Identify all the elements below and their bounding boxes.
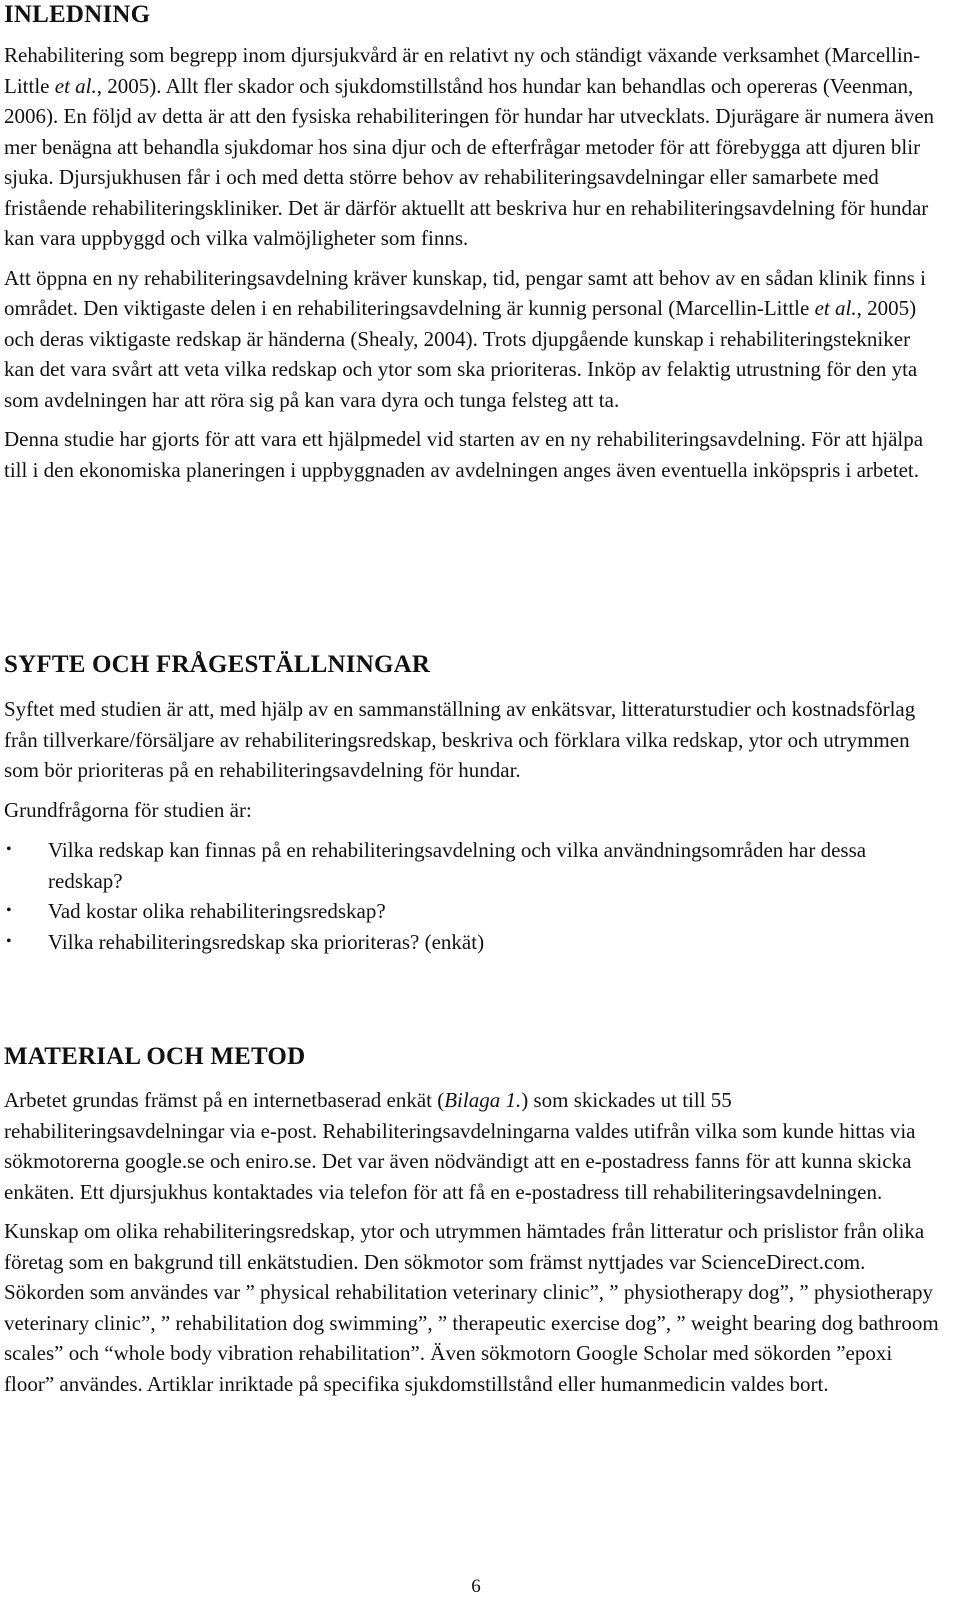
list-item: • Vad kostar olika rehabiliteringsredskap? <box>4 896 944 927</box>
bullet-icon: • <box>6 932 12 950</box>
syfte-paragraph-2: Grundfrågorna för studien är: <box>4 797 252 822</box>
section-heading-inledning: INLEDNING <box>4 1 151 28</box>
question-list <box>4 835 944 957</box>
intro-paragraph-1: Rehabilitering som begrepp inom djursjukvård är en relativt ny och ständigt växande verksamhet (Marcellin-Little et al., 2005). Allt fler skador och sjukdomstillstånd hos hundar kan behandlas och opereras (Veenman, 2006). En följd av detta är att den fysiska rehabiliteringen för hundar har utvecklats. Djurägare är numera även mer benägna att behandla sjukdomar hos sina djur och de efterfrågar metoder för att förebygga att djuren blir sjuka. Djursjukhusen får i och med detta större behov av rehabiliteringsavdelningar eller samarbete med fristående rehabiliteringskliniker. Det är därför aktuellt att beskriva hur en rehabiliteringsavdelning för hundar kan vara uppbyggd och vilka valmöjligheter som finns. <box>4 43 935 250</box>
bullet-icon: • <box>6 902 12 919</box>
list-item: • Vilka rehabiliteringsredskap ska prioriteras? (enkät) <box>4 927 944 958</box>
section-heading-metod: MATERIAL OCH METOD <box>4 1043 306 1070</box>
section-metod <box>4 1042 944 1399</box>
metod-paragraph-2: Kunskap om olika rehabiliteringsredskap, ytor och utrymmen hämtades från litteratur och prislistor från olika företag som en bakgrund till enkätstudien. Den sökmotor som främst nyttjades var ScienceDirect.com. Sökorden som användes var ” physical rehabilitation veterinary clinic”, ” physiotherapy dog”, ” physiotherapy veterinary clinic”, ” rehabilitation dog swimming”, ” therapeutic exercise dog”, ” weight bearing dog bathroom scales” och “whole body vibration rehabilitation”. Även sökmotorn Google Scholar med sökorden ”epoxi floor” användes. Artiklar inriktade på specifika sjukdomstillstånd eller humanmedicin valdes bort. <box>4 1219 939 1396</box>
section-intro <box>4 0 944 485</box>
page-number: 6 <box>471 1576 481 1597</box>
intro-paragraph-3: Denna studie har gjorts för att vara ett hjälpmedel vid starten av en ny rehabiliteringsavdelning. För att hjälpa till i den ekonomiska planeringen i uppbyggnaden av avdelningen anges även eventuella inköpspris i arbetet. <box>4 427 924 482</box>
metod-paragraph-1: Arbetet grundas främst på en internetbaserad enkät (Bilaga 1.) som skickades ut till 55 rehabiliteringsavdelningar via e-post. Rehabiliteringsavdelningarna valdes utifrån vilka som kunde hittas via sökmotorerna google.se och eniro.se. Det var även nödvändigt att en e-postadress fanns för att kunna skicka enkäten. Ett djursjukhus kontaktades via telefon för att få en e-postadress till rehabiliteringsavdelningen. <box>4 1088 916 1204</box>
list-item: • Vilka redskap kan finnas på en rehabiliteringsavdelning och vilka användningsområden har dessa redskap? <box>4 835 944 896</box>
section-heading-syfte: SYFTE OCH FRÅGESTÄLLNINGAR <box>4 651 431 678</box>
intro-paragraph-2: Att öppna en ny rehabiliteringsavdelning kräver kunskap, tid, pengar samt att behov av en sådan klinik finns i området. Den viktigaste delen i en rehabiliteringsavdelning är kunnig personal (Marcellin-Little et al., 2005) och deras viktigaste redskap är händerna (Shealy, 2004). Trots djupgående kunskap i rehabiliteringstekniker kan det vara svårt att veta vilka redskap och ytor som ska prioriteras. Inköp av felaktig utrustning för den yta som avdelningen har att röra sig på kan vara dyra och tunga felsteg att ta. <box>4 265 927 412</box>
section-syfte <box>4 650 944 957</box>
syfte-paragraph-1: Syftet med studien är att, med hjälp av en sammanställning av enkätsvar, litteraturstudier och kostnadsförlag från tillverkare/försäljare av rehabiliteringsredskap, beskriva och förklara vilka redskap, ytor och utrymmen som bör prioriteras på en rehabiliteringsavdelning för hundar. <box>4 697 916 782</box>
bullet-icon: • <box>6 841 12 858</box>
